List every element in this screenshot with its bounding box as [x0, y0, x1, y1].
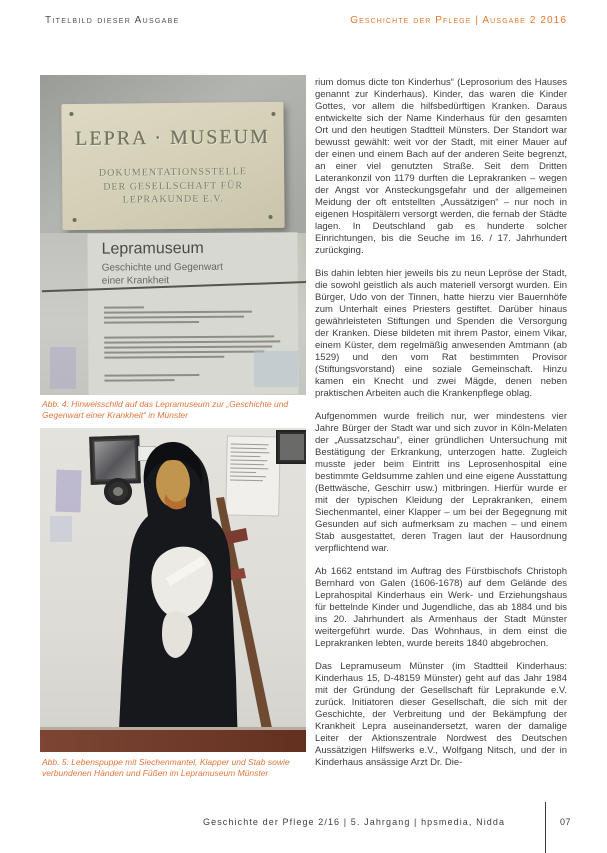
plaque-title: LEPRA · MUSEUM	[75, 125, 271, 151]
figure-5-caption: Abb. 5: Lebenspuppe mit Siechenmantel, Klapper und Stab sowie verbundenen Händen und Füßen im Lepramuseum Münster	[42, 757, 290, 778]
tile-floor	[40, 730, 306, 752]
color-tint	[50, 347, 76, 389]
footer-imprint: Geschichte der Pflege 2/16 | 5. Jahrgang | hpsmedia, Nidda	[203, 817, 506, 827]
paragraph: Das Lepramuseum Münster (im Stadtteil Kinderhaus: Kinderhaus 15, D-48159 Münster) geht auf das Jahr 1984 mit der Gründung der Gesellschaft für Leprakunde e.V. zurück. Initiatoren dieser Gesellschaft, die sich mit der Geschichte, der Verbreitung und der Bekämpfung der Krankheit Lepra auseinandersetzt, waren der damalige Leiter der Aktionszentrale Nordwest des Deutschen Aussätzigen Hilfswerks e.V., Wolfgang Nitsch, und der in Kinderhaus ansässige Arzt Dr. Die-	[315, 661, 567, 768]
section-title: Titelbild dieser Ausgabe	[45, 15, 180, 26]
figure-4-photo	[40, 75, 306, 395]
small-print-placeholder	[104, 303, 254, 327]
page-number: 07	[560, 817, 572, 827]
screw-hole	[269, 215, 273, 219]
screw-hole	[73, 218, 77, 222]
figure-4-caption: Abb. 4: Hinweisschild auf das Lepramuseum zur „Geschichte und Gegenwart einer Krankheit“ in Münster	[42, 399, 289, 420]
small-print-placeholder	[104, 371, 204, 385]
museum-stone-plaque	[61, 102, 284, 230]
plaque-line: DOKUMENTATIONSSTELLE	[98, 166, 248, 179]
screw-hole	[271, 112, 275, 116]
paragraph: Aufgenommen wurde freilich nur, wer mindestens vier Jahre Bürger der Stadt war und sich zuvor in Köln-Melaten der „Aussatzschau“, einer gründlichen Untersuchung mit Bestätigung der Erkrankung, unterzogen hatte. Zugleich musste jeder beim Eintritt ins Leprosenhospital eine bestimmte Geldsumme zahlen und eine eigene Ausstattung (Bettwäsche, Geschirr usw.) mitbringen. Hierfür wurde er mit der typischen Kleidung der Leprakranken, einem Siechenmantel, einer Klapper – um bei der Begegnung mit Gesunden auf sich aufmerksam zu machen – und einem Stab ausgestattet, deren Tragen laut der Hausordnung verpflichtend war.	[315, 411, 567, 554]
plaque-line: LEPRAKUNDE E.V.	[122, 193, 225, 206]
panel-subtitle: Geschichte und Gegenwart	[101, 261, 223, 274]
article-body	[315, 77, 567, 780]
figure-5-photo	[40, 428, 306, 752]
screw-hole	[69, 112, 73, 116]
paragraph: Ab 1662 entstand im Auftrag des Fürstbischofs Christoph Bernhard von Galen (1606-1678) auf dem Gelände des Leprahospital Kinderhaus ein Werk- und Erziehungshaus für bettelnde Kinder und Jugendliche, das ab 1884 und bis ins 20. Jahrhundert als Armenhaus der Stadt Münster weitergeführt wurde. Das Wohnhaus, in dem einst die Leprakranken lebten, wurde bereits 1840 abgebrochen.	[315, 566, 567, 649]
issue-title: Geschichte der Pflege | Ausgabe 2 2016	[350, 15, 567, 26]
footer-divider	[545, 802, 546, 853]
leper-doll-figure	[40, 428, 306, 752]
panel-title: Lepramuseum	[101, 239, 204, 258]
color-tint	[254, 351, 298, 387]
paragraph: rium domus dicte ton Kinderhus“ (Leprosorium des Hauses genannt zur Kinderhaus). Kinder, das waren die Kinder Gottes, vor allem die hilfsbedürftigen Kranken. Daraus entwickelte sich der Name Kinderhaus für den gesamten Ort und den heutigen Stadtteil Münsters. Der Standort war bewusst gewählt: weit vor der Stadt, mit einer Mauer auf der einen und einem Bach auf der anderen Seite begrenzt, an einer viel genutzten Straße. Seit dem Dritten Laterankonzil von 1179 durften die Leprakranken – wegen der Angst vor Ansteckungsgefahr und der allgemeinen Meidung der oft entstellten „Aussätzigen“ – nur noch in eigenen Hospitälern versorgt werden, die fernab der Städte lagen. In Deutschland gab es hunderte solcher Einrichtungen, bis die Seuche im 16. / 17. Jahrhundert zurückging.	[315, 77, 567, 256]
panel-subtitle: einer Krankheit	[101, 275, 170, 287]
plaque-line: DER GESELLSCHAFT FÜR	[103, 179, 244, 193]
museum-display-case	[40, 233, 306, 395]
paragraph: Bis dahin lebten hier jeweils bis zu neun Lepröse der Stadt, die sowohl geistlich als auch materiell versorgt wurden. Ein Bürger, Udo von der Tinnen, hatte hierzu vier Bauernhöfe zum Unterhalt eines Priesters gestiftet. Darüber hinaus gewährleisteten Stiftungen und Spenden die Versorgung der Kranken. Diese bildeten mit ihrem Pastor, einem Vikar, einem Küster, dem regelmäßig anwesenden Amtmann (ab 1529) und den vom Rat bestimmten Provisor (Stiftungsvorstand) eine soziale Gemeinschaft. Hinzu kamen ein Knecht und zwei Mägde, denen neben praktischen Arbeiten auch die Krankenpflege oblag.	[315, 268, 567, 399]
